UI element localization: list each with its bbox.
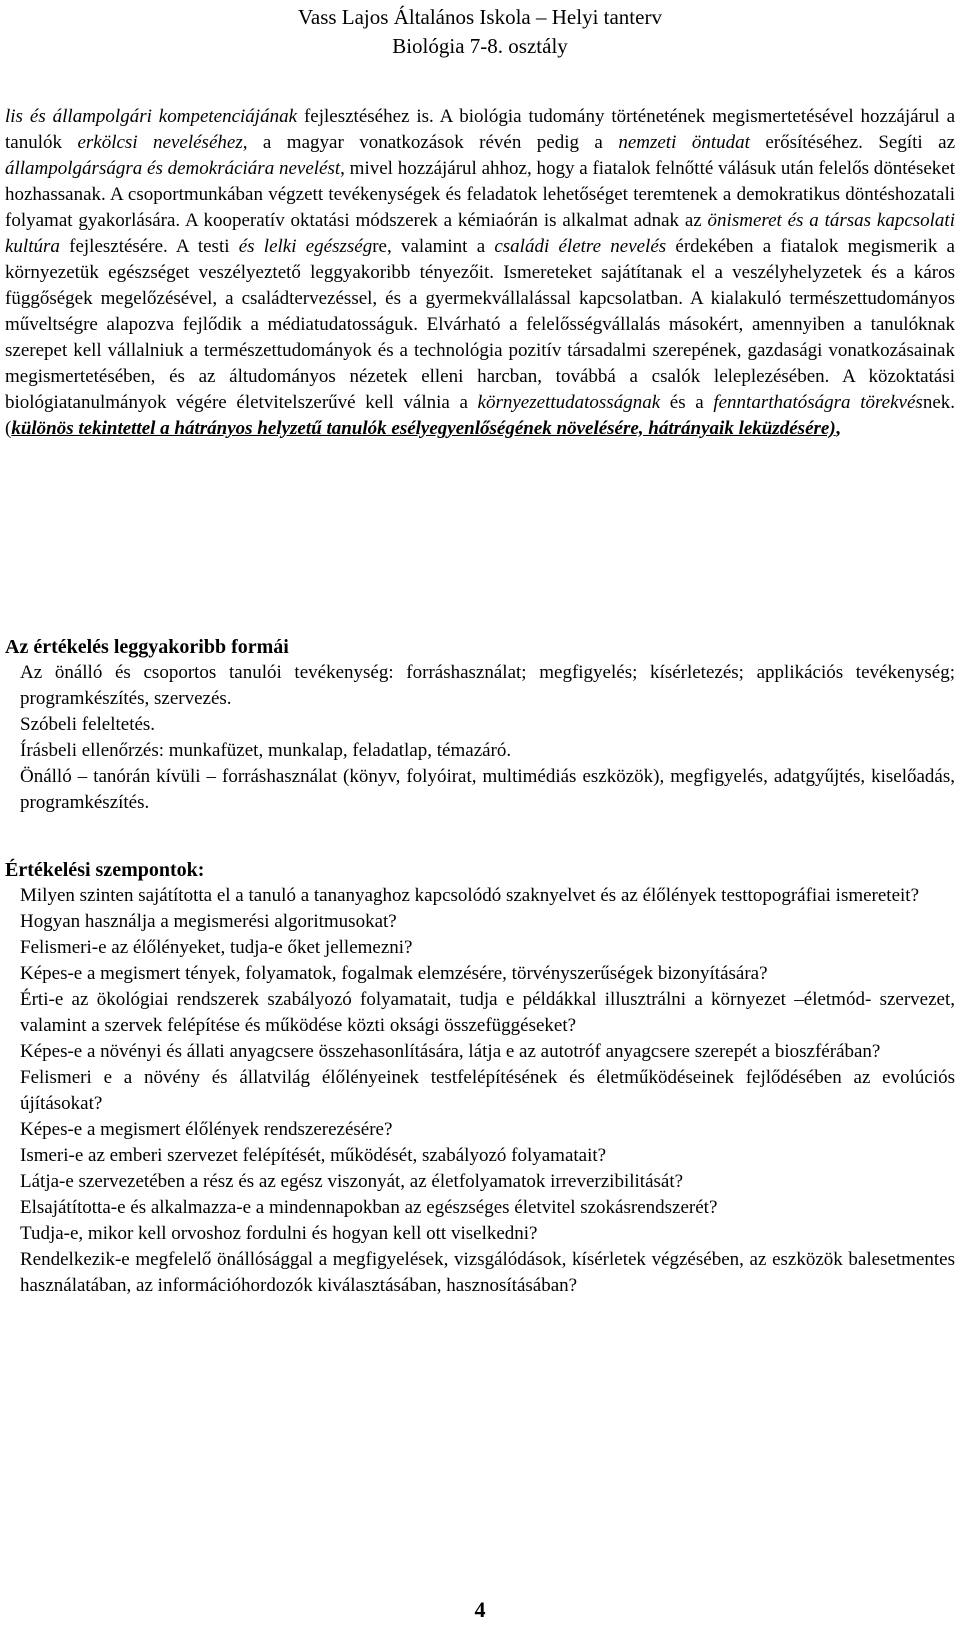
list-item: Képes-e a megismert élőlények rendszerezésére? <box>20 1119 393 1140</box>
paragraph-italic-segment: erkölcsi neveléséhez <box>77 132 243 153</box>
list-item: Írásbeli ellenőrzés: munkafüzet, munkalap, feladatlap, témazáró. <box>20 740 512 761</box>
emphasis-statement: különös tekintettel a hátrányos helyzetű tanulók esélyegyenlőségének növelésére, hátrányaik leküzdésére) <box>11 418 836 439</box>
paragraph-segment: , a magyar vonatkozások révén pedig a <box>242 132 619 153</box>
list-item: Látja-e szervezetében a rész és az egész viszonyát, az életfolyamatok irreverzibilitását? <box>20 1171 684 1192</box>
intro-paragraph <box>5 104 955 442</box>
assessment-criteria-heading: Értékelési szempontok: <box>5 859 205 881</box>
list-item: Képes-e a megismert tények, folyamatok, fogalmak elemzésére, törvényszerűségek bizonyítására? <box>20 963 768 984</box>
header-school-title: Vass Lajos Általános Iskola – Helyi tanterv <box>298 5 662 29</box>
paragraph-italic-segment: állampolgárságra és demokráciára nevelést <box>5 158 341 179</box>
list-item: Rendelkezik-e megfelelő önállósággal a megfigyelések, vizsgálódások, kísérletek végzésében, az eszközök balesetmentes használatában, az információhordozók kiválasztásában, hasznosításában? <box>20 1249 955 1296</box>
list-item: Hogyan használja a megismerési algoritmusokat? <box>20 911 397 932</box>
list-item: Ismeri-e az emberi szervezet felépítését, működését, szabályozó folyamatait? <box>20 1145 607 1166</box>
assessment-forms-heading: Az értékelés leggyakoribb formái <box>5 636 289 658</box>
assessment-criteria-list <box>20 883 955 1299</box>
paragraph-italic-segment: családi életre nevelés <box>494 236 667 257</box>
paragraph-italic-segment: önismeret és a társas kapcsolati kultúra <box>5 210 955 257</box>
header-subject: Biológia 7-8. osztály <box>392 34 568 58</box>
paragraph-italic-segment: és lelki egészség <box>238 236 373 257</box>
paragraph-segment: érdekében a fiatalok megismerik a környezetük egészséget veszélyeztető leggyakoribb tényezőit. Ismereteket sajátítanak el a veszélyhelyzetek és a káros függőségek megelőzésével, a családtervezéssel, és a gyermekvállalással kapcsolatban. A kialakuló természettudományos műveltségre alapozva fejlődik a médiatudatosságuk. Elvárható a felelősségvállalás másokért, amennyiben a tanulóknak szerepet kell vállalniuk a természettudományok és a technológia pozitív társadalmi szerepének, gazdasági vonatkozásainak megismertetésében, és az áltudományos nézetek elleni harcban, továbbá a csalók leleplezésében. A közoktatási biológiatanulmányok végére életvitelszerűvé kell válnia a <box>5 236 955 413</box>
list-item: Szóbeli feleltetés. <box>20 714 156 735</box>
paragraph-italic-segment: nemzeti öntudat <box>618 132 750 153</box>
page-number: 4 <box>474 1597 486 1622</box>
list-item: Felismeri e a növény és állatvilág élőlényeinek testfelépítésének és életműködéseinek fejlődésében az evolúciós újításokat? <box>20 1067 955 1114</box>
list-item: Képes-e a növényi és állati anyagcsere összehasonlítására, látja e az autotróf anyagcsere szerepét a bioszférában? <box>20 1041 881 1062</box>
paragraph-italic-segment: lis és állampolgári kompetenciájának <box>5 106 298 127</box>
list-item: Felismeri-e az élőlényeket, tudja-e őket jellemezni? <box>20 937 413 958</box>
list-item: Elsajátította-e és alkalmazza-e a mindennapokban az egészséges életvitel szokásrendszerét? <box>20 1197 718 1218</box>
assessment-forms-list <box>20 660 955 816</box>
list-item: Milyen szinten sajátította el a tanuló a tananyaghoz kapcsolódó szaknyelvet és az élőlények testtopográfiai ismereteit? <box>20 885 920 906</box>
paragraph-segment: re, valamint a <box>372 236 495 257</box>
paragraph-segment: nek. <box>922 392 955 413</box>
page-header <box>0 3 960 61</box>
list-item: Az önálló és csoportos tanulói tevékenység: forráshasználat; megfigyelés; kísérletezés; applikációs tevékenység; programkészítés, szervezés. <box>20 662 955 709</box>
paragraph-segment: , mivel hozzájárul ahhoz, hogy a fiatalok felnőtté válásuk után felelős döntéseket hozhassanak. A csoportmunkában végzett tevékenységek és feladatok lehetőséget teremtenek a demokratikus döntéshozatali folyamat gyakorlására. A kooperatív oktatási módszerek a kémiaórán is alkalmat adnak az <box>5 158 955 231</box>
list-item: Érti-e az ökológiai rendszerek szabályozó folyamatait, tudja e példákkal illusztrálni a környezet –életmód- szervezet, valamint a szervek felépítése és működése közti oksági összefüggéseket? <box>20 989 955 1036</box>
paragraph-segment: fejlesztésére. A testi <box>59 236 239 257</box>
paragraph-segment: és a <box>660 392 714 413</box>
paragraph-segment: fejlesztéséhez is. A biológia tudomány történetének megismertetésével hozzájárul a tanulók <box>5 106 956 153</box>
paragraph-italic-segment: környezettudatosságnak <box>477 392 661 413</box>
paragraph-segment: erősítéséhez. Segíti az <box>749 132 956 153</box>
paragraph-segment: ( <box>5 418 12 439</box>
paragraph-segment: , <box>835 418 841 439</box>
list-item: Tudja-e, mikor kell orvoshoz fordulni és hogyan kell ott viselkedni? <box>20 1223 538 1244</box>
paragraph-italic-segment: fenntarthatóságra törekvés <box>713 392 923 413</box>
list-item: Önálló – tanórán kívüli – forráshasználat (könyv, folyóirat, multimédiás eszközök), megfigyelés, adatgyűjtés, kiselőadás, programkészítés. <box>20 766 955 813</box>
